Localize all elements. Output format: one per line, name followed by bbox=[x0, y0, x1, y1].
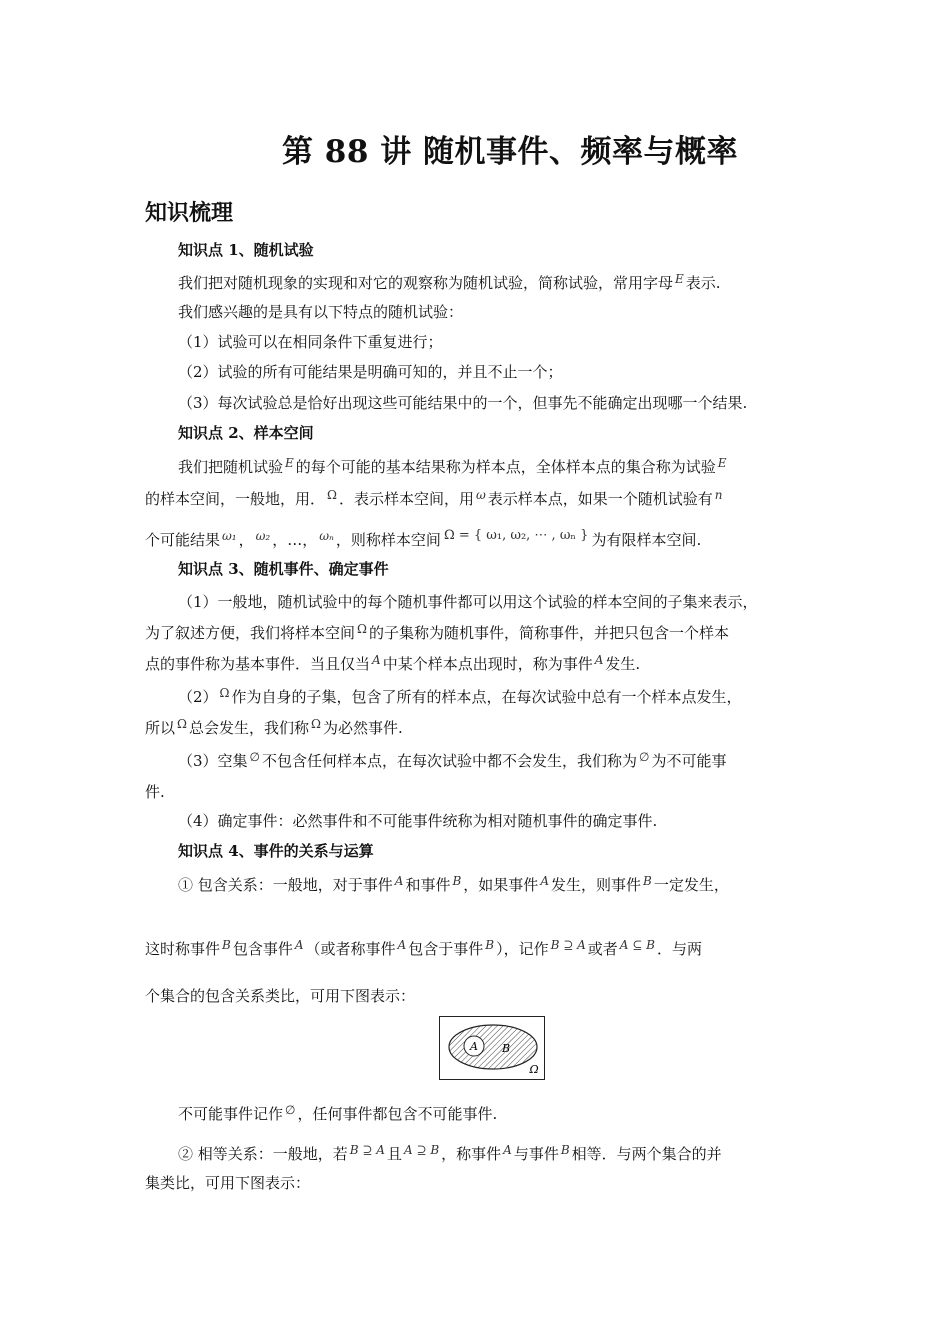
kp3-heading: 知识点 3、随机事件、确定事件 bbox=[178, 560, 389, 578]
kp4-inclusion-line-3: 个集合的包含关系类比，可用下图表示： bbox=[145, 987, 416, 1005]
kp3-item-3-line-2: 件. bbox=[145, 783, 165, 801]
set-b-ellipse bbox=[449, 1025, 537, 1069]
kp1-item-1: （1）试验可以在相同条件下重复进行； bbox=[178, 333, 443, 351]
kp2-line-3: 个可能结果 $^{\omega_1}$ ， $^{\omega_2}$ ，…， $^{\omega_n}$ ，则称样本空间 Ω = { ω₁, ω₂, ⋯ , ωₙ } 为有限样本空间. bbox=[145, 528, 702, 549]
kp2-line-1: 我们把随机试验 $^E$ 的每个可能的基本结果称为样本点，全体样本点的集合称为试验 $^E$ bbox=[178, 456, 727, 476]
kp3-item-1-line-3: 点的事件称为基本事件．当且仅当 $^A$ 中某个样本点出现时，称为事件 $^A$ 发生. bbox=[145, 653, 641, 673]
kp1-item-2: （2）试验的所有可能结果是明确可知的，并且不止一个； bbox=[178, 363, 563, 381]
label-a: A bbox=[470, 1040, 478, 1053]
kp4-inclusion-line-2: 这时称事件 $^B$ 包含事件 $^A$ （或者称事件 $^A$ 包含于事件 $^B$ ），记作 $^{B ⊇ A}$ 或者 $^{A ⊆ B}$ ．与两 bbox=[145, 938, 702, 958]
kp4-inclusion-line-1: ① 包含关系：一般地，对于事件 $^A$ 和事件 $^B$ ，如果事件 $^A$ 发生，则事件 $^B$ 一定发生， bbox=[178, 874, 729, 894]
kp1-item-3: （3）每次试验总是恰好出现这些可能结果中的一个，但事先不能确定出现哪一个结果. bbox=[178, 394, 748, 412]
sample-space-formula: Ω = { ω₁, ω₂, ⋯ , ωₙ } bbox=[443, 528, 589, 543]
kp3-item-4: （4）确定事件：必然事件和不可能事件统称为相对随机事件的确定事件. bbox=[178, 812, 658, 830]
section-heading: 知识梳理 bbox=[145, 200, 234, 226]
label-omega: Ω bbox=[529, 1063, 539, 1076]
kp3-item-3-line-1: （3）空集 ∅ 不包含任何样本点，在每次试验中都不会发生，我们称为 ∅ 为不可能事 bbox=[178, 750, 727, 770]
inclusion-venn-diagram bbox=[439, 1016, 545, 1080]
label-b: B bbox=[501, 1042, 511, 1055]
page-title: 第 88 讲 随机事件、频率与概率 bbox=[281, 134, 739, 170]
kp1-heading: 知识点 1、随机试验 bbox=[178, 241, 314, 259]
kp4-impossible-event: 不可能事件记作 ∅ ，任何事件都包含不可能事件. bbox=[178, 1103, 498, 1123]
kp4-heading: 知识点 4、事件的关系与运算 bbox=[178, 842, 374, 860]
kp1-paragraph-2: 我们感兴趣的是具有以下特点的随机试验： bbox=[178, 303, 464, 321]
kp2-heading: 知识点 2、样本空间 bbox=[178, 424, 314, 442]
kp3-item-2-line-2: 所以 $^\Omega$ 总会发生，我们称 $^\Omega$ 为必然事件. bbox=[145, 717, 403, 737]
kp2-line-2: 的样本空间，一般地，用． $^\Omega$ ．表示样本空间，用 $^\omega$ 表示样本点，如果一个随机试验有 $^n$ bbox=[145, 488, 723, 508]
kp3-item-1-line-1: （1）一般地，随机试验中的每个随机事件都可以用这个试验的样本空间的子集来表示， bbox=[178, 593, 758, 611]
kp4-equality-line-2: 集类比，可用下图表示： bbox=[145, 1174, 311, 1192]
kp3-item-2-line-1: （2） $^\Omega$ 作为自身的子集，包含了所有的样本点，在每次试验中总有一个样本点发生， bbox=[178, 686, 742, 706]
kp3-item-1-line-2: 为了叙述方便，我们将样本空间 $^\Omega$ 的子集称为随机事件，简称事件，并把只包含一个样本 bbox=[145, 622, 729, 642]
kp4-equality-line-1: ② 相等关系：一般地，若 $^{B ⊇ A}$ 且 $^{A ⊇ B}$ ，称事件 $^A$ 与事件 $^B$ 相等．与两个集合的并 bbox=[178, 1143, 722, 1163]
kp1-paragraph-1: 我们把对随机现象的实现和对它的观察称为随机试验，简称试验，常用字母 $^E$ 表示. bbox=[178, 272, 721, 292]
